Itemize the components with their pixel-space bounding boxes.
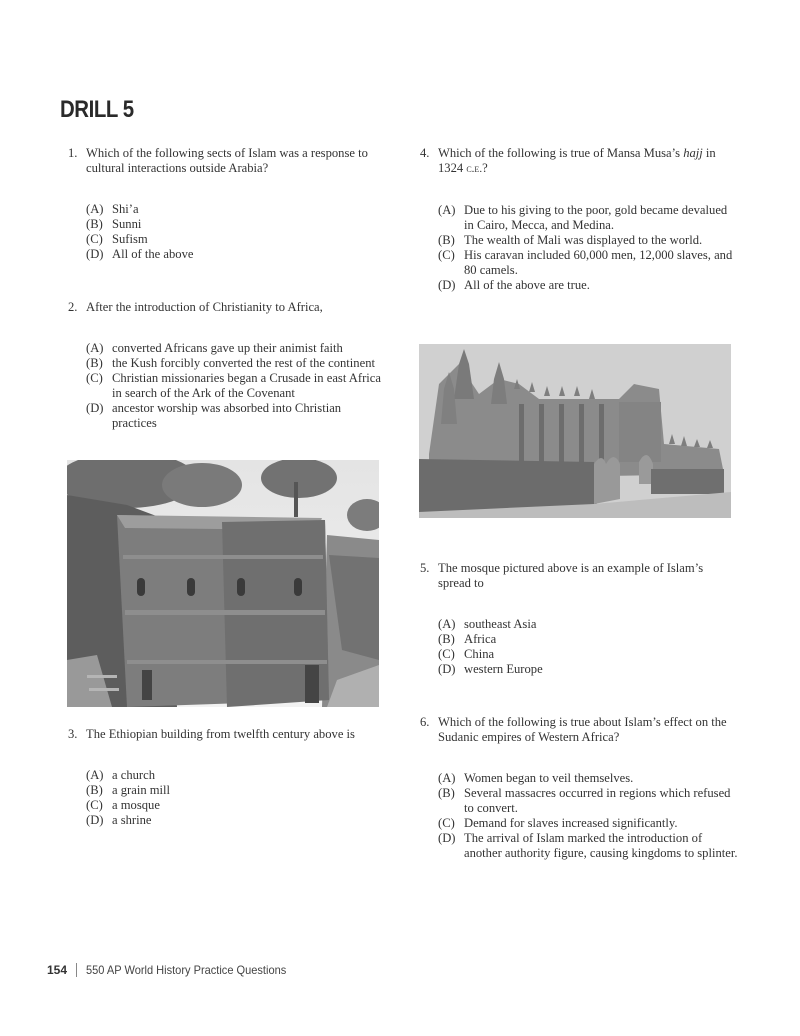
answer-options <box>420 617 760 677</box>
option-c: (C) Christian missionaries began a Crusade in east Africa in search of the Ark of the Covenant <box>86 371 381 400</box>
option-d: (D) western Europe <box>438 662 543 676</box>
question-number: 2. <box>68 300 78 314</box>
option-b: (B) the Kush forcibly converted the rest of the continent <box>86 356 375 370</box>
question-stem: 5. The mosque pictured above is an example of Islam’s spread to <box>420 561 704 590</box>
option-a: (A) a church <box>86 768 156 782</box>
option-a: (A) Women began to veil themselves. <box>438 771 634 785</box>
option-a: (A) southeast Asia <box>438 617 537 631</box>
question-4 <box>420 146 760 293</box>
church-image-icon <box>67 460 379 707</box>
option-b: (B) Several massacres occurred in regions which refused to convert. <box>438 786 731 815</box>
question-number: 3. <box>68 727 78 741</box>
question-stem: 2. After the introduction of Christianity to Africa, <box>68 300 323 314</box>
ethiopian-church-photo <box>67 460 379 707</box>
option-c: (C) China <box>438 647 495 661</box>
question-number: 5. <box>420 561 430 575</box>
question-5 <box>420 561 760 677</box>
question-number: 4. <box>420 146 430 160</box>
option-b: (B) Sunni <box>86 217 142 231</box>
option-c: (C) Demand for slaves increased significantly. <box>438 816 678 830</box>
option-b: (B) Africa <box>438 632 497 646</box>
answer-options <box>68 341 398 431</box>
option-b: (B) The wealth of Mali was displayed to the world. <box>438 233 703 247</box>
page-footer <box>47 963 304 977</box>
option-c: (C) Sufism <box>86 232 148 246</box>
question-3 <box>68 727 398 828</box>
answer-options <box>68 202 398 262</box>
page-number: 154 <box>47 963 68 977</box>
footer-divider <box>76 963 77 977</box>
option-d: (D) All of the above are true. <box>438 278 590 292</box>
question-stem: 3. The Ethiopian building from twelfth century above is <box>68 727 355 741</box>
question-number: 1. <box>68 146 78 160</box>
option-a: (A) converted Africans gave up their animist faith <box>86 341 343 355</box>
option-a: (A) Due to his giving to the poor, gold became devalued in Cairo, Mecca, and Medina. <box>438 203 728 232</box>
question-number: 6. <box>420 715 430 729</box>
question-stem: 6. Which of the following is true about Islam’s effect on the Sudanic empires of Western Africa? <box>420 715 727 744</box>
book-title: 550 AP World History Practice Questions <box>86 963 287 977</box>
option-d: (D) The arrival of Islam marked the introduction of another authority figure, causing kingdoms to splinter. <box>438 831 738 860</box>
option-d: (D) All of the above <box>86 247 194 261</box>
page-title: DRILL 5 <box>60 96 134 123</box>
option-c: (C) His caravan included 60,000 men, 12,000 slaves, and 80 camels. <box>438 248 733 277</box>
answer-options <box>68 768 398 828</box>
option-d: (D) a shrine <box>86 813 152 827</box>
question-6 <box>420 715 770 861</box>
question-stem: 1. Which of the following sects of Islam was a response to cultural interactions outside Arabia? <box>68 146 368 175</box>
answer-options <box>420 771 770 861</box>
option-b: (B) a grain mill <box>86 783 171 797</box>
question-2 <box>68 300 398 431</box>
option-d: (D) ancestor worship was absorbed into Christian practices <box>86 401 342 430</box>
question-1 <box>68 146 398 262</box>
question-stem: 4. Which of the following is true of Mansa Musa’s hajj in 1324 c.e.? <box>420 146 716 175</box>
option-a: (A) Shi’a <box>86 202 139 216</box>
mosque-photo <box>419 344 731 518</box>
mosque-image-icon <box>419 344 731 518</box>
option-c: (C) a mosque <box>86 798 160 812</box>
answer-options <box>420 203 760 293</box>
